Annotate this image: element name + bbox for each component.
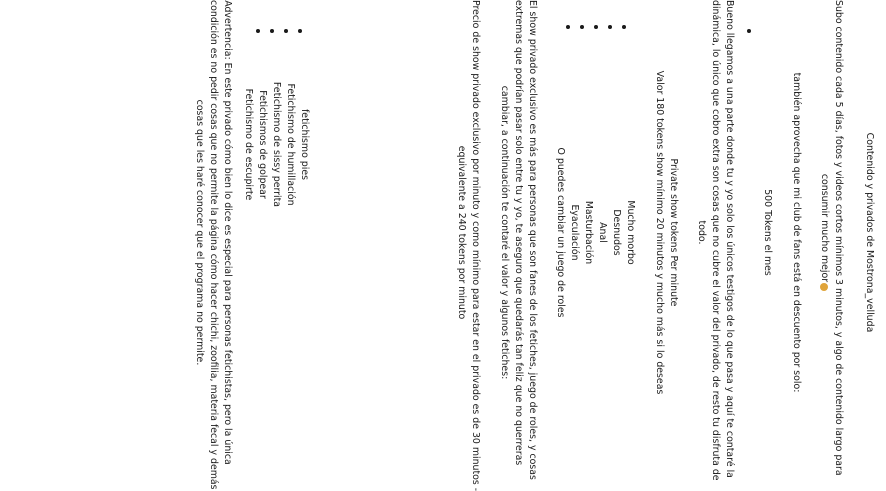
show-item: Eyaculación — [569, 204, 580, 261]
private-show-value: Valor 180 tokens show mínimo 20 minutos y mucho más si lo deseas — [654, 70, 665, 395]
intro-line: consumir mucho mejor — [817, 0, 831, 465]
show-item: Anal — [597, 222, 608, 243]
fetish-item: fetichismo pies — [299, 109, 310, 180]
exclusive-line: extremas que podrían pasar solo entre tu y yo, te aseguro que quedarás tan feliz que no querreras — [513, 0, 524, 466]
bullet-icon — [594, 25, 598, 29]
private-intro-line: Bueno llegamos a una parte donde tu y yo solo los únicos testigos de lo que pasa y aquí te contaré la — [724, 0, 735, 478]
fetish-item: Fetichismo de sissy perrita — [271, 81, 282, 208]
bullet-icon — [622, 25, 626, 29]
exclusive-line: El show privado exclusivo es más para personas que son fanes de los fetiches, juego de roles, y cosas — [527, 0, 538, 480]
show-item: Masturbación — [583, 200, 594, 265]
exclusive-line: cambiar, a continuación te contaré el valor y algunos fetiches: — [499, 85, 510, 380]
private-intro-line: dinámica, lo único que cobro extra son cosas que no cubre el valor del privado, de resto tu disfruta de — [710, 0, 721, 481]
warning-line: Advertencia: En este privado cómo bien lo dice es especial para personas fetichistas, pero la única — [222, 0, 233, 465]
bullet-icon — [284, 29, 288, 33]
bullet-icon — [580, 25, 584, 29]
bullet-icon — [270, 29, 274, 33]
exclusive-price-line: Precio de show privado exclusivo por minuto y como mínimo para estar en el privado es de 30 minutos - — [470, 0, 481, 491]
fetish-item: Fetichismos de golpear — [257, 90, 268, 199]
smile-emoji-icon — [821, 283, 829, 291]
fetish-item: Fetichismo de escupirte — [243, 88, 254, 201]
warning-line: cosas que les haré conocer que el programa no permite. — [194, 99, 205, 366]
bullet-icon — [747, 29, 751, 33]
bullet-icon — [298, 29, 302, 33]
private-intro-line: todo. — [696, 220, 707, 245]
bullet-icon — [256, 29, 260, 33]
promo-price: 500 Tokens el mes — [762, 189, 773, 276]
warning-line: condición es no pedir cosas que no permite la página cómo hacer chichi, zoofilia, materia fecal y demás — [208, 0, 219, 490]
show-item: O puedes cambiar un juego de roles — [555, 147, 566, 318]
bullet-icon — [608, 25, 612, 29]
document-title: Contenido y privados de Mostrona_velluda — [864, 132, 875, 333]
show-item: Mucho morbo — [625, 200, 636, 265]
promo-text: también aprovecha que mi club de fans está en descuento por solo: — [791, 72, 802, 393]
fetish-item: Fetichismo de humillación — [285, 83, 296, 206]
exclusive-price-line: equivalente a 240 tokens por minuto — [456, 145, 467, 320]
bullet-icon — [566, 25, 570, 29]
show-item: Desnudos — [611, 209, 622, 256]
intro-line: Subo contenido cada 5 días, fotos y videos cortos mínimos 3 minutos, y algo de contenido largo para — [833, 0, 844, 476]
private-show-label: Private show tokens Per minute — [668, 158, 679, 307]
